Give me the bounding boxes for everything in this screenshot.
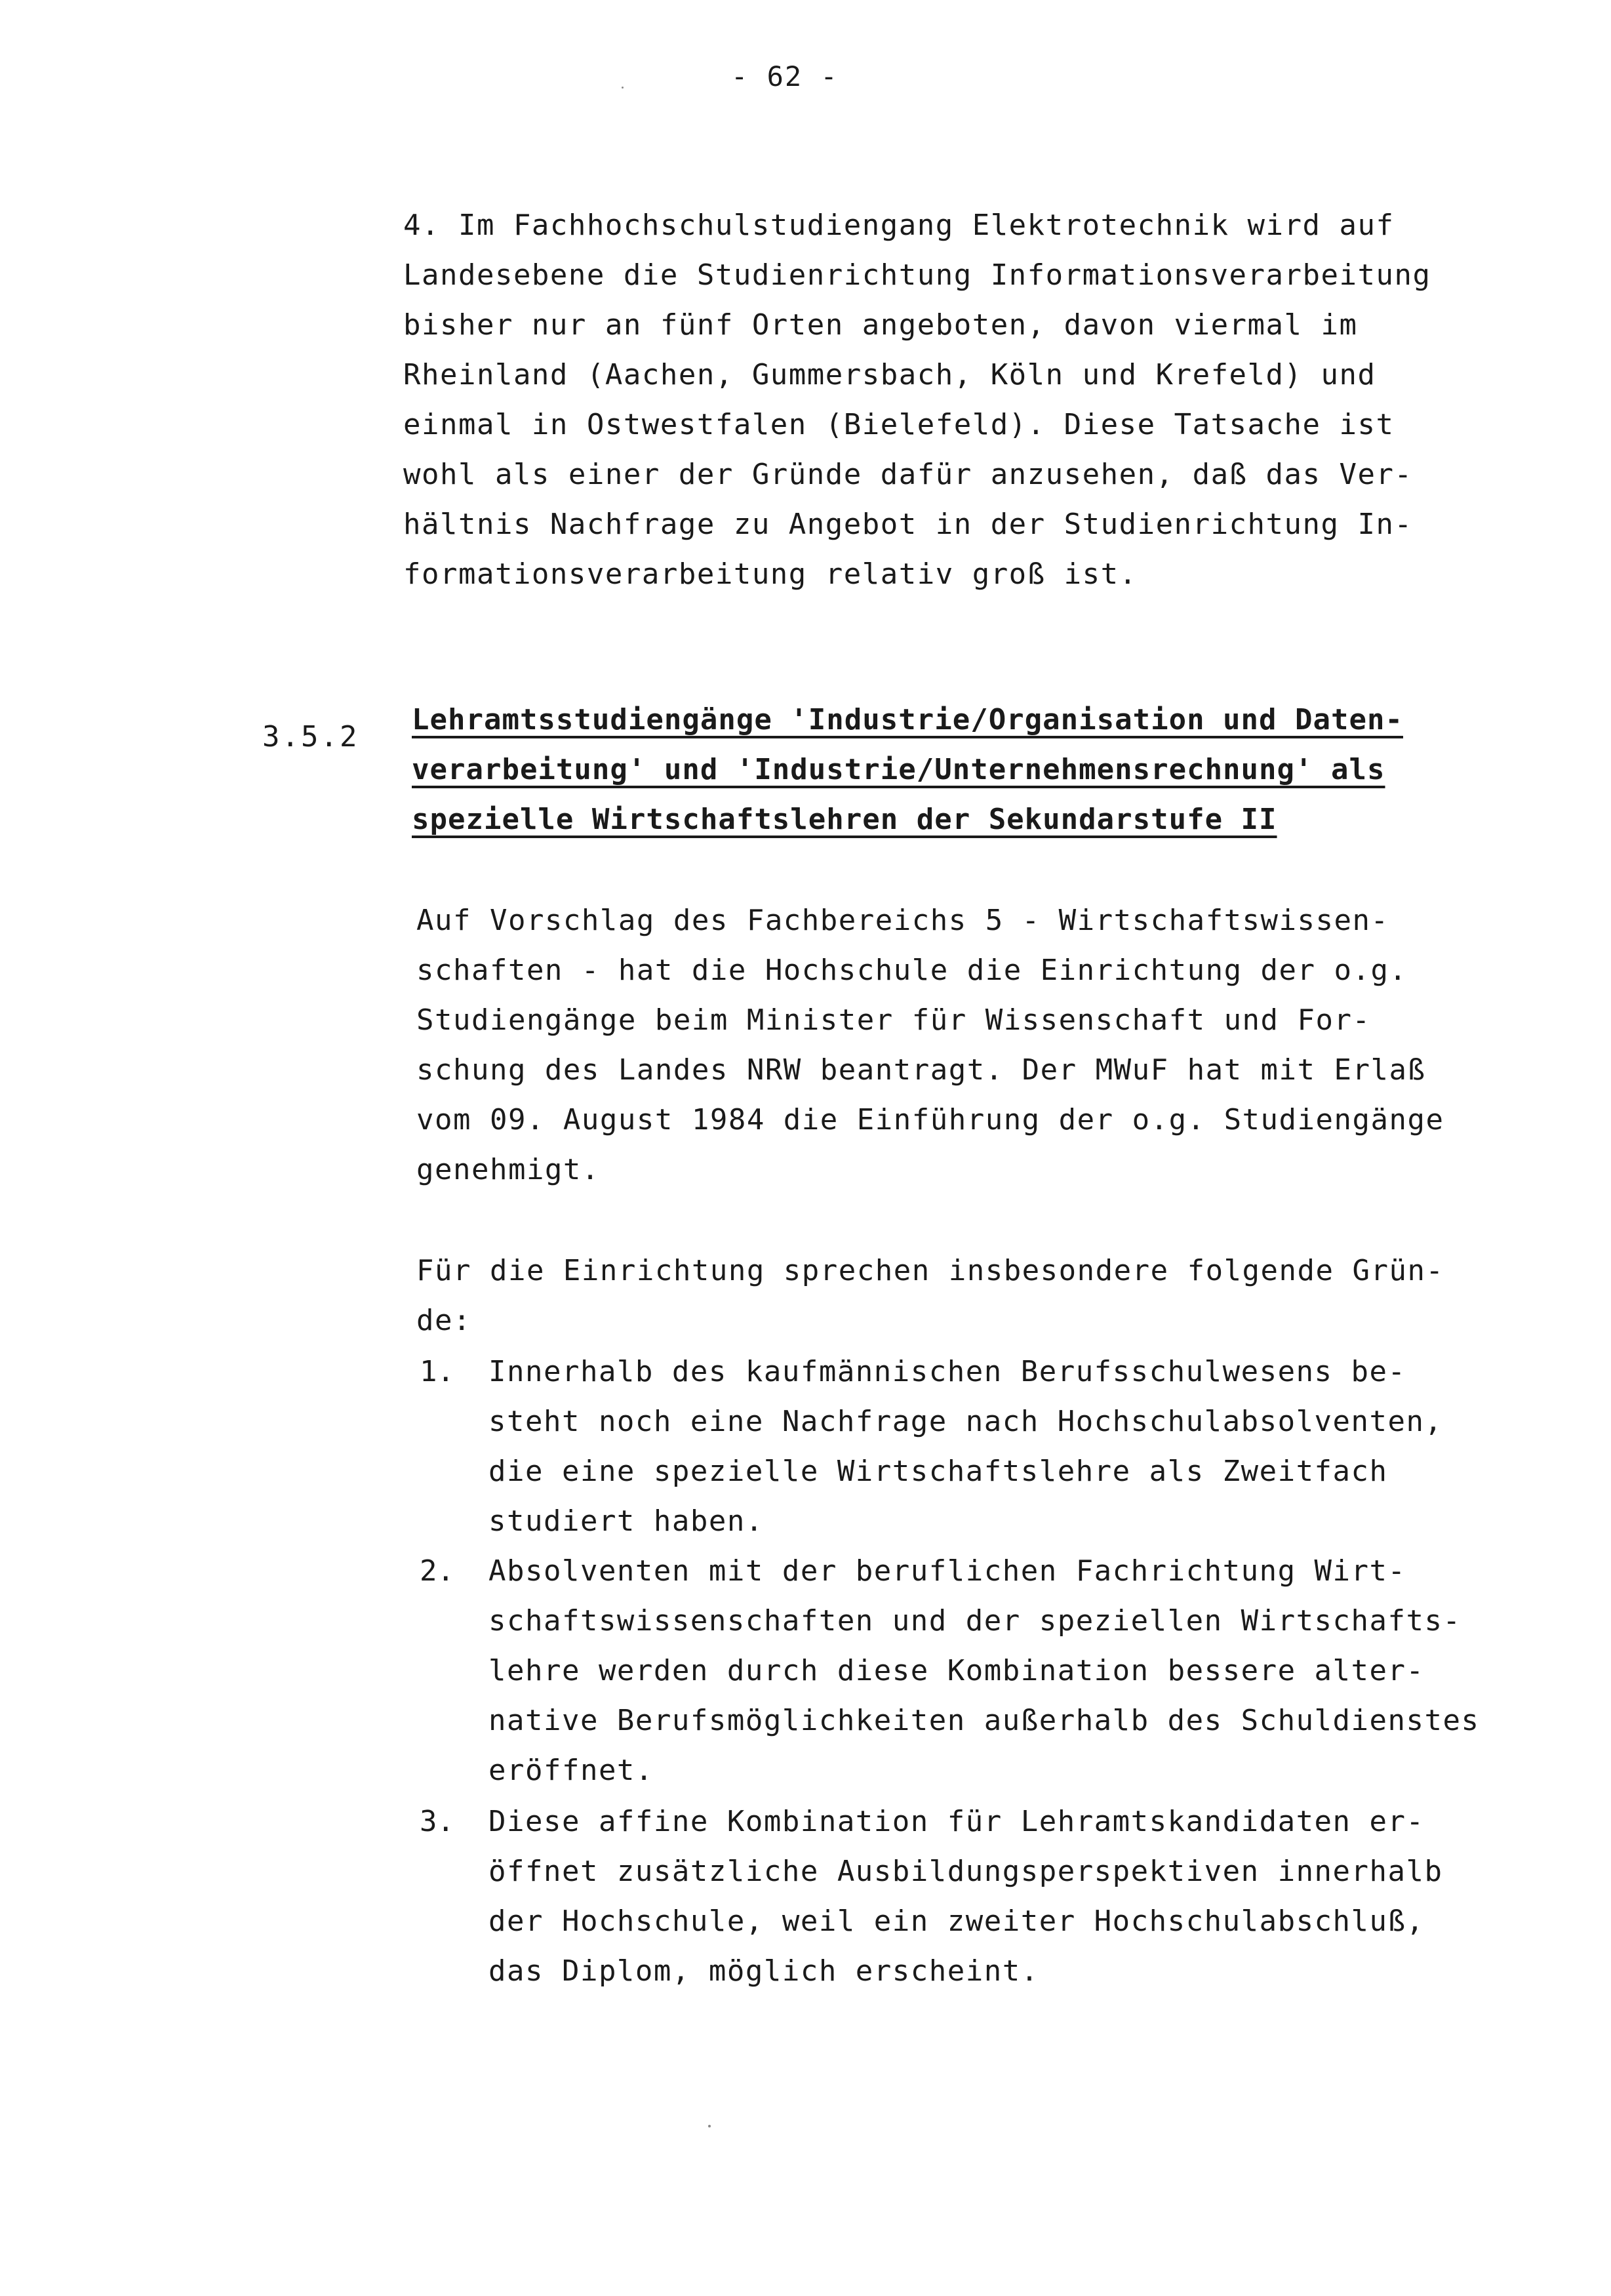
list-item-line: Innerhalb des kaufmännischen Berufsschulwesens be- — [488, 1355, 1406, 1388]
paragraph-4-line: hältnis Nachfrage zu Angebot in der Studienrichtung In- — [403, 508, 1413, 541]
paragraph-4-line: Landesebene die Studienrichtung Informationsverarbeitung — [403, 258, 1431, 292]
body-line: schung des Landes NRW beantragt. Der MWuF hat mit Erlaß — [416, 1053, 1426, 1087]
list-item-line: steht noch eine Nachfrage nach Hochschulabsolventen, — [488, 1405, 1443, 1438]
paragraph-4-line: einmal in Ostwestfalen (Bielefeld). Diese Tatsache ist — [403, 408, 1395, 441]
list-item-number: 2. — [420, 1554, 454, 1588]
list-item-line: native Berufsmöglichkeiten außerhalb des Schuldienstes — [488, 1704, 1480, 1737]
section-heading-line: Lehramtsstudiengänge 'Industrie/Organisation und Daten- — [412, 703, 1403, 736]
paragraph-4-line: 4. Im Fachhochschulstudiengang Elektrotechnik wird auf — [403, 209, 1395, 242]
list-item-line: der Hochschule, weil ein zweiter Hochschulabschluß, — [488, 1904, 1425, 1938]
list-item-line: Absolventen mit der beruflichen Fachrichtung Wirt- — [488, 1554, 1406, 1588]
list-item-number: 3. — [420, 1805, 454, 1838]
body-line: schaften - hat die Hochschule die Einrichtung der o.g. — [416, 954, 1408, 987]
section-number: 3.5.2 — [262, 720, 359, 754]
section-heading-line: verarbeitung' und 'Industrie/Unternehmensrechnung' als — [412, 753, 1385, 786]
body-line: vom 09. August 1984 die Einführung der o.g. Studiengänge — [416, 1103, 1444, 1137]
scan-speck — [622, 87, 624, 89]
body-line: genehmigt. — [416, 1153, 600, 1186]
paragraph-4-line: Rheinland (Aachen, Gummersbach, Köln und Krefeld) und — [403, 358, 1376, 392]
body-line: Für die Einrichtung sprechen insbesondere folgende Grün- — [416, 1254, 1444, 1287]
list-item-line: schaftswissenschaften und der speziellen Wirtschafts- — [488, 1604, 1462, 1638]
paragraph-4-line: wohl als einer der Gründe dafür anzusehen, daß das Ver- — [403, 458, 1413, 491]
list-item-number: 1. — [420, 1355, 454, 1388]
list-item-line: Diese affine Kombination für Lehramtskandidaten er- — [488, 1805, 1425, 1838]
paragraph-4-line: bisher nur an fünf Orten angeboten, davon viermal im — [403, 308, 1358, 342]
body-line: Auf Vorschlag des Fachbereichs 5 - Wirtschaftswissen- — [416, 904, 1389, 937]
list-item-line: eröffnet. — [488, 1754, 654, 1787]
body-line: de: — [416, 1304, 471, 1337]
list-item-line: studiert haben. — [488, 1504, 764, 1538]
list-item-line: das Diplom, möglich erscheint. — [488, 1954, 1039, 1988]
list-item-line: öffnet zusätzliche Ausbildungsperspektiven innerhalb — [488, 1855, 1443, 1888]
section-heading-line: spezielle Wirtschaftslehren der Sekundarstufe II — [412, 803, 1277, 836]
scan-speck — [708, 2125, 711, 2127]
list-item-line: lehre werden durch diese Kombination bessere alter- — [488, 1654, 1425, 1687]
page-number: - 62 - — [731, 60, 839, 92]
paragraph-4-line: formationsverarbeitung relativ groß ist. — [403, 557, 1138, 591]
body-line: Studiengänge beim Minister für Wissenschaft und For- — [416, 1003, 1371, 1037]
list-item-line: die eine spezielle Wirtschaftslehre als Zweitfach — [488, 1455, 1388, 1488]
